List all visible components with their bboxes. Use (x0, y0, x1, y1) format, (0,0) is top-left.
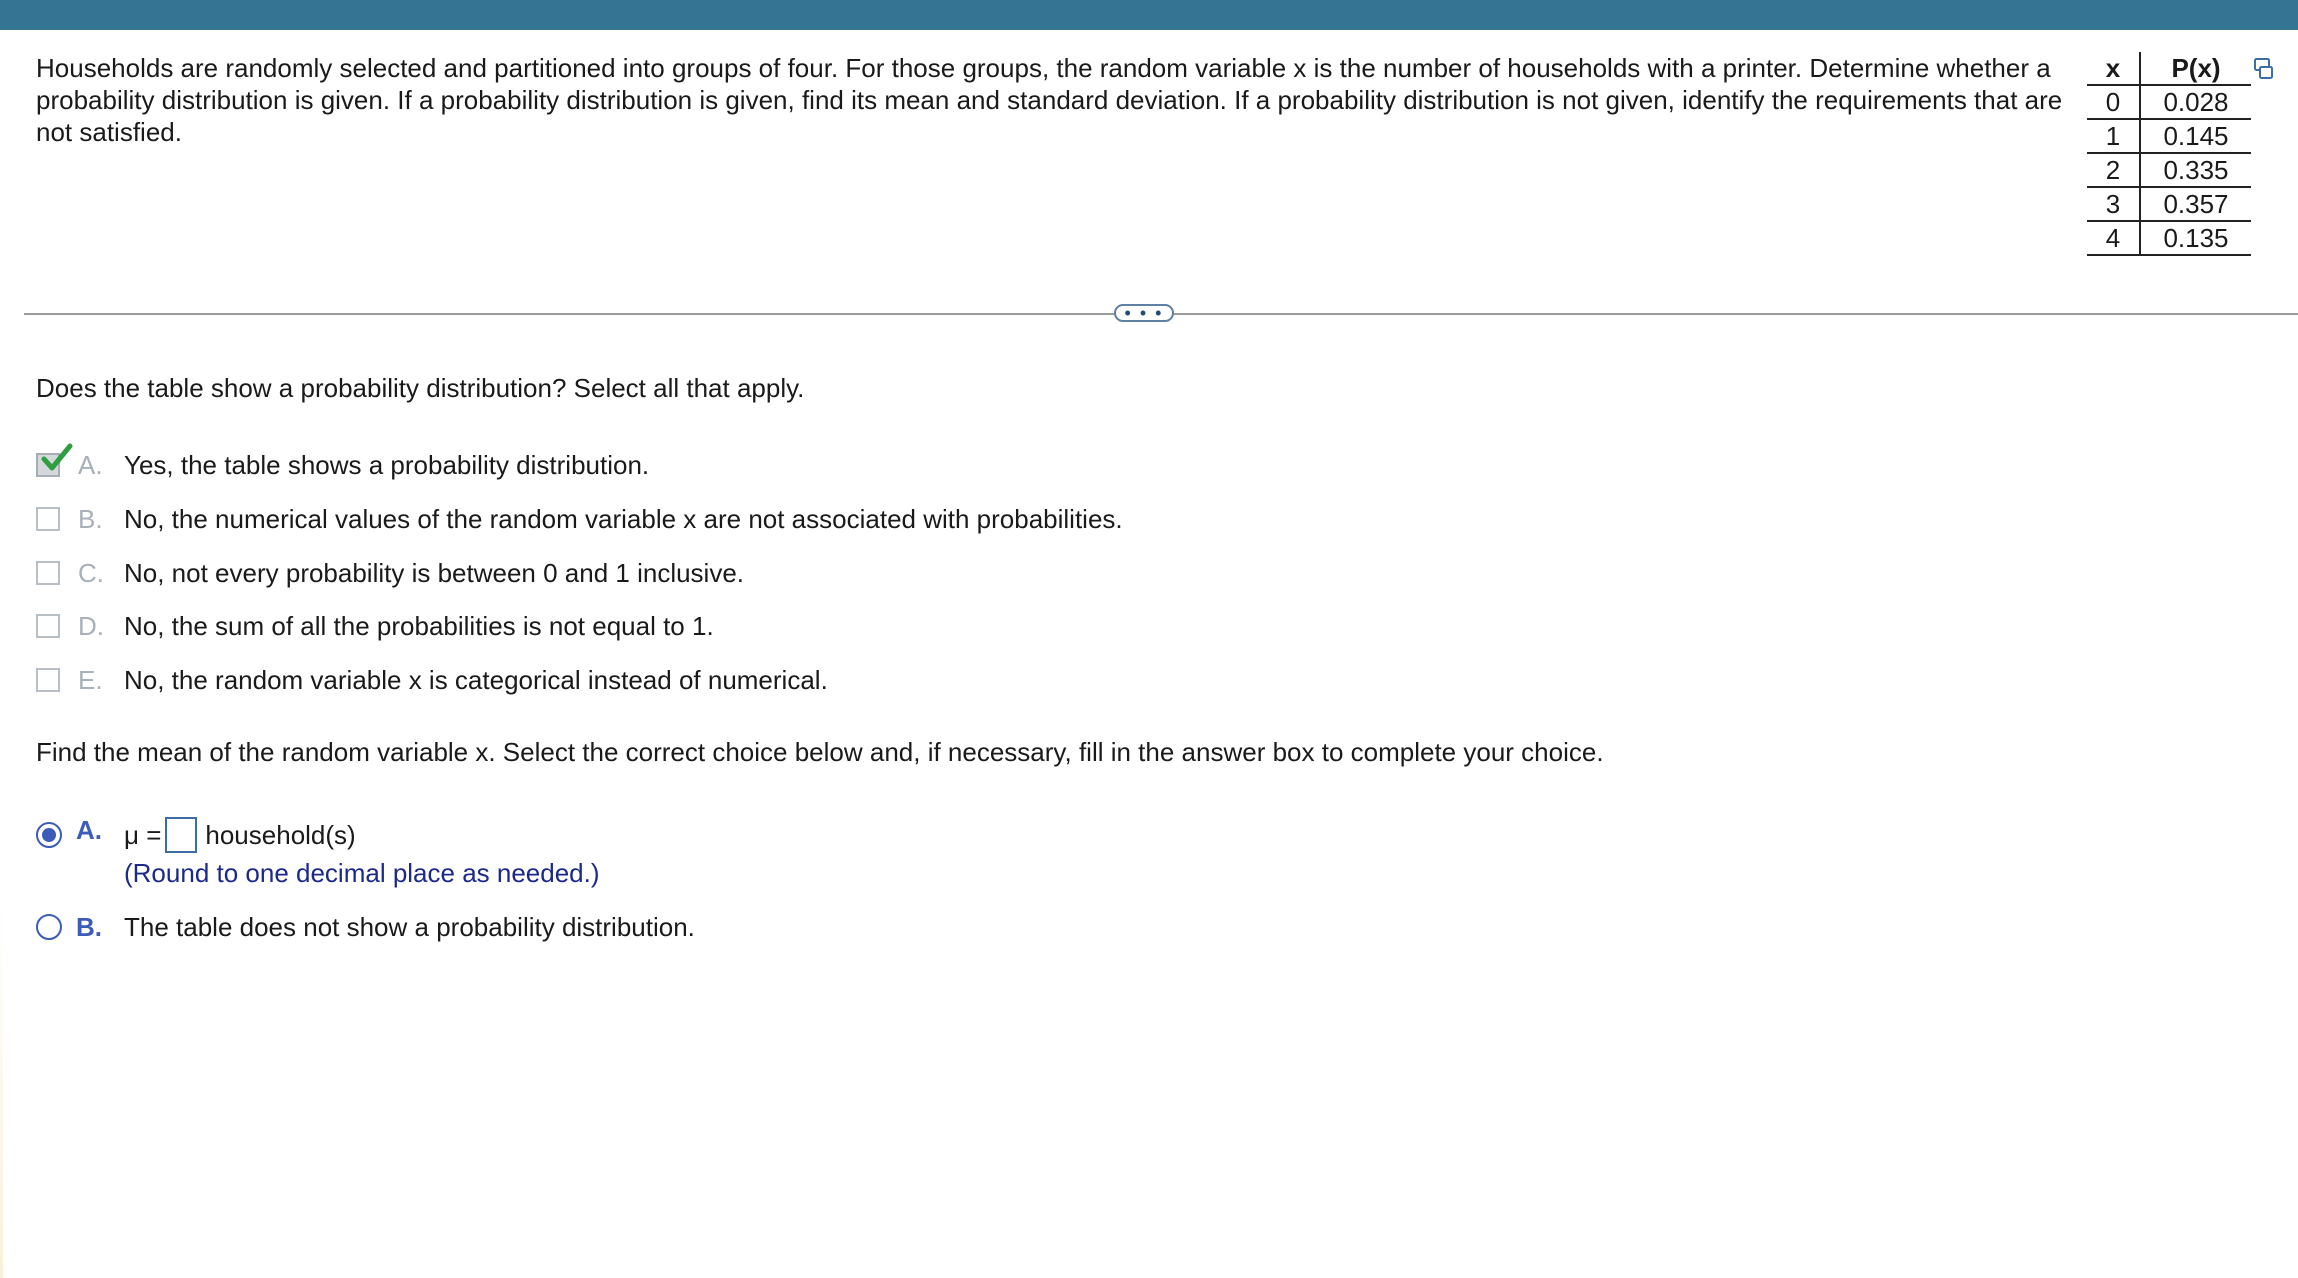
mean-option-a-row[interactable] (36, 815, 356, 855)
table-row (2087, 153, 2251, 187)
option-e-checkbox[interactable] (36, 668, 60, 692)
table-cell-px: 0.028 (2140, 85, 2251, 119)
table-cell-x: 1 (2087, 119, 2140, 153)
table-cell-x: 2 (2087, 153, 2140, 187)
option-c-checkbox-row[interactable] (36, 557, 744, 589)
option-e-letter: E. (78, 664, 103, 695)
checkmark-icon (40, 443, 74, 473)
option-a-checkbox[interactable] (36, 453, 60, 477)
copy-icon[interactable] (2254, 58, 2274, 80)
mean-option-b-radio[interactable] (36, 914, 62, 940)
table-cell-px: 0.335 (2140, 153, 2251, 187)
left-edge (0, 30, 3, 1278)
option-b-letter: B. (78, 503, 103, 534)
round-hint: (Round to one decimal place as needed.) (124, 858, 600, 888)
part1-prompt: Does the table show a probability distribution? Select all that apply. (36, 373, 805, 403)
option-c-checkbox[interactable] (36, 561, 60, 585)
table-cell-x: 3 (2087, 187, 2140, 221)
table-row (2087, 119, 2251, 153)
option-a-letter: A. (78, 449, 103, 480)
table-cell-px: 0.135 (2140, 221, 2251, 255)
question-text: Households are randomly selected and partitioned into groups of four. For those groups, the random variable x is the number of households with a printer. Determine whether a probability distribution is given. If a probability distribution is given, find its mean and standard deviation. If a probability distribution is not given, identify the requirements that are not satisfied. (36, 53, 2063, 147)
mean-option-b-text: The table does not show a probability distribution. (124, 911, 695, 942)
table-header-px: P(x) (2140, 52, 2251, 85)
part2-prompt: Find the mean of the random variable x. Select the correct choice below and, if necessary, fill in the answer box to complete your choice. (36, 737, 1604, 767)
table-header-x: x (2087, 52, 2140, 85)
option-b-checkbox-row[interactable] (36, 503, 1123, 535)
top-bar (0, 0, 2298, 30)
table-cell-x: 0 (2087, 85, 2140, 119)
mu-label: μ = (124, 819, 162, 850)
option-b-text: No, the numerical values of the random variable x are not associated with probabilities. (124, 503, 1123, 534)
table-row (2087, 85, 2251, 119)
option-d-letter: D. (78, 610, 104, 641)
option-c-text: No, not every probability is between 0 and 1 inclusive. (124, 557, 745, 588)
probability-table (2087, 52, 2251, 256)
option-d-checkbox[interactable] (36, 614, 60, 638)
table-cell-px: 0.357 (2140, 187, 2251, 221)
mean-option-a-letter: A. (76, 814, 102, 845)
table-cell-x: 4 (2087, 221, 2140, 255)
table-header-row (2087, 52, 2251, 85)
option-e-text: No, the random variable x is categorical instead of numerical. (124, 664, 828, 695)
option-a-text: Yes, the table shows a probability distribution. (124, 449, 650, 480)
option-d-text: No, the sum of all the probabilities is not equal to 1. (124, 610, 714, 641)
mean-option-b-letter: B. (76, 911, 102, 942)
option-a-checkbox-row[interactable] (36, 449, 649, 481)
table-cell-px: 0.145 (2140, 119, 2251, 153)
ellipsis-icon: • • • (1124, 303, 1164, 323)
option-d-checkbox-row[interactable] (36, 610, 714, 642)
option-b-checkbox[interactable] (36, 507, 60, 531)
mean-unit-label: household(s) (205, 819, 356, 850)
table-row (2087, 221, 2251, 255)
option-e-checkbox-row[interactable] (36, 664, 828, 696)
option-c-letter: C. (78, 557, 104, 588)
more-button[interactable] (1114, 304, 1174, 322)
radio-selected-dot (42, 828, 56, 842)
table-row (2087, 187, 2251, 221)
mean-answer-input[interactable] (165, 817, 197, 853)
mean-option-a-radio[interactable] (36, 822, 62, 848)
mean-option-b-row[interactable] (36, 911, 695, 943)
